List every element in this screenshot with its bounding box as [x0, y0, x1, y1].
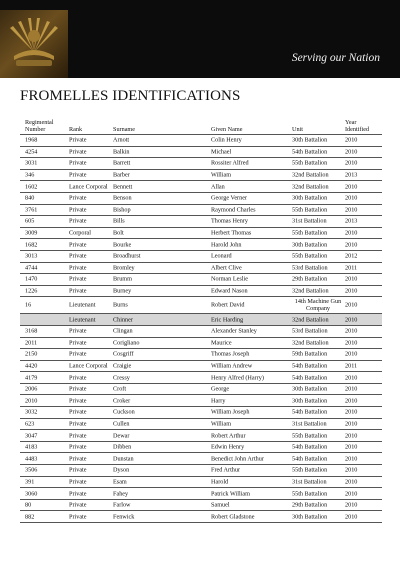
cell-number: 4420 — [25, 362, 38, 370]
header-year-identified: Year Identified — [345, 119, 370, 133]
cell-surname: Burns — [113, 301, 128, 309]
cell-year: 2013 — [345, 217, 358, 225]
cell-number: 623 — [25, 420, 35, 428]
cell-year: 2010 — [345, 385, 358, 393]
cell-given: Rossiter Alfred — [211, 159, 249, 167]
cell-surname: Benson — [113, 194, 132, 202]
cell-unit: 59th Battalion — [292, 350, 328, 358]
cell-rank: Private — [69, 374, 87, 382]
cell-given: Michael — [211, 148, 232, 156]
cell-number: 3047 — [25, 432, 38, 440]
table-row — [20, 169, 382, 181]
table-row — [20, 360, 382, 372]
table-row — [20, 487, 382, 499]
cell-surname: Chinner — [113, 316, 133, 324]
table-row — [20, 325, 382, 337]
table-row — [20, 499, 382, 511]
cell-number: 2010 — [25, 397, 38, 405]
cell-surname: Bills — [113, 217, 125, 225]
cell-rank: Private — [69, 490, 87, 498]
cell-rank: Private — [69, 339, 87, 347]
page-title: FROMELLES IDENTIFICATIONS — [20, 88, 241, 104]
cell-unit: 30th Battalion — [292, 136, 328, 144]
cell-number: 3506 — [25, 466, 38, 474]
table-row — [20, 441, 382, 453]
cell-given: Samuel — [211, 501, 230, 509]
cell-year: 2011 — [345, 362, 358, 370]
table-row — [20, 383, 382, 395]
cell-number: 1682 — [25, 241, 38, 249]
cell-surname: Broadhurst — [113, 252, 141, 260]
cell-year: 2013 — [345, 171, 358, 179]
cell-given: Leonard — [211, 252, 232, 260]
cell-number: 2011 — [25, 339, 38, 347]
identifications-table — [20, 134, 382, 523]
cell-unit: 55th Battalion — [292, 229, 328, 237]
cell-rank: Private — [69, 350, 87, 358]
cell-rank: Private — [69, 217, 87, 225]
cell-rank: Private — [69, 478, 87, 486]
cell-surname: Cuckson — [113, 408, 135, 416]
cell-surname: Esam — [113, 478, 127, 486]
header-banner — [0, 0, 400, 78]
cell-year: 2010 — [345, 397, 358, 405]
cell-surname: Barber — [113, 171, 130, 179]
cell-given: William — [211, 171, 232, 179]
header-regimental-number: Regimental Number — [25, 119, 54, 133]
cell-rank: Private — [69, 432, 87, 440]
cell-unit: 32nd Battalion — [292, 287, 329, 295]
header-rank: Rank — [69, 126, 83, 133]
cell-given: Thomas Henry — [211, 217, 248, 225]
cell-given: Thomas Joseph — [211, 350, 250, 358]
cell-given: Maurice — [211, 339, 232, 347]
cell-year: 2010 — [345, 229, 358, 237]
table-row — [20, 204, 382, 216]
table-row — [20, 429, 382, 441]
cell-number: 80 — [25, 501, 32, 509]
cell-rank: Lieutenant — [69, 301, 96, 309]
cell-number: 3168 — [25, 327, 38, 335]
cell-year: 2010 — [345, 501, 358, 509]
cell-number: 605 — [25, 217, 35, 225]
cell-unit: 32nd Battalion — [292, 339, 329, 347]
emblem — [0, 10, 68, 78]
table-row — [20, 476, 382, 488]
cell-given: Robert Gladstone — [211, 513, 255, 521]
cell-surname: Croft — [113, 385, 127, 393]
cell-year: 2010 — [345, 408, 358, 416]
cell-given: Robert Arthur — [211, 432, 246, 440]
cell-rank: Private — [69, 148, 87, 156]
cell-surname: Farlow — [113, 501, 131, 509]
cell-rank: Private — [69, 171, 87, 179]
cell-rank: Private — [69, 408, 87, 416]
table-row — [20, 452, 382, 464]
table-row — [20, 180, 382, 192]
cell-surname: Bromley — [113, 264, 135, 272]
cell-rank: Private — [69, 159, 87, 167]
cell-unit: 32nd Battalion — [292, 183, 329, 191]
cell-year: 2010 — [345, 466, 358, 474]
cell-year: 2010 — [345, 241, 358, 249]
cell-year: 2010 — [345, 490, 358, 498]
rising-sun-badge-icon — [4, 14, 64, 74]
cell-number: 1602 — [25, 183, 38, 191]
cell-unit: 30th Battalion — [292, 513, 328, 521]
cell-rank: Corporal — [69, 229, 91, 237]
table-bottom-rule — [20, 522, 382, 523]
cell-surname: Bourke — [113, 241, 132, 249]
cell-number: 391 — [25, 478, 35, 486]
table-row — [20, 238, 382, 250]
cell-surname: Dyson — [113, 466, 130, 474]
cell-number: 2006 — [25, 385, 38, 393]
cell-surname: Brumm — [113, 275, 132, 283]
cell-number: 346 — [25, 171, 35, 179]
cell-surname: Craigie — [113, 362, 132, 370]
cell-unit: 29th Battalion — [292, 501, 328, 509]
cell-surname: Bolt — [113, 229, 124, 237]
cell-rank: Private — [69, 241, 87, 249]
cell-number: 1470 — [25, 275, 38, 283]
cell-given: Fred Arthur — [211, 466, 241, 474]
header-surname: Surname — [113, 126, 135, 133]
cell-number: 4254 — [25, 148, 38, 156]
cell-given: Harry — [211, 397, 226, 405]
cell-rank: Private — [69, 443, 87, 451]
cell-number: 4183 — [25, 443, 38, 451]
cell-number: 1968 — [25, 136, 38, 144]
cell-surname: Dibben — [113, 443, 132, 451]
cell-year: 2010 — [345, 455, 358, 463]
cell-rank: Private — [69, 194, 87, 202]
cell-number: 4179 — [25, 374, 38, 382]
cell-rank: Private — [69, 455, 87, 463]
table-row — [20, 406, 382, 418]
cell-number: 840 — [25, 194, 35, 202]
cell-unit: 14th Machine Gun Company — [294, 298, 342, 313]
cell-number: 4744 — [25, 264, 38, 272]
cell-rank: Lance Corporal — [69, 183, 108, 191]
cell-unit: 54th Battalion — [292, 148, 328, 156]
cell-surname: Cosgriff — [113, 350, 134, 358]
cell-given: Colin Henry — [211, 136, 242, 144]
cell-unit: 54th Battalion — [292, 455, 328, 463]
table-row — [20, 192, 382, 204]
table-row — [20, 337, 382, 349]
cell-year: 2010 — [345, 327, 358, 335]
cell-year: 2010 — [345, 183, 358, 191]
cell-given: William Joseph — [211, 408, 250, 416]
tagline: Serving our Nation — [291, 52, 380, 64]
cell-rank: Private — [69, 466, 87, 474]
table-row — [20, 510, 382, 522]
table-row — [20, 464, 382, 476]
table-row — [20, 215, 382, 227]
cell-number: 2150 — [25, 350, 38, 358]
cell-surname: Bishop — [113, 206, 131, 214]
cell-given: Harold — [211, 478, 229, 486]
cell-surname: Cullen — [113, 420, 130, 428]
cell-unit: 32nd Battalion — [292, 316, 329, 324]
cell-number: 3009 — [25, 229, 38, 237]
cell-unit: 54th Battalion — [292, 408, 328, 416]
cell-rank: Private — [69, 287, 87, 295]
cell-unit: 30th Battalion — [292, 385, 328, 393]
cell-unit: 55th Battalion — [292, 252, 328, 260]
cell-given: Robert David — [211, 301, 245, 309]
cell-rank: Private — [69, 327, 87, 335]
cell-given: Albert Clive — [211, 264, 242, 272]
table-row — [20, 371, 382, 383]
cell-number: 3031 — [25, 159, 38, 167]
cell-given: Allan — [211, 183, 225, 191]
cell-year: 2010 — [345, 420, 358, 428]
cell-number: 882 — [25, 513, 35, 521]
cell-given: George — [211, 385, 230, 393]
cell-given: William Andrew — [211, 362, 253, 370]
cell-unit: 54th Battalion — [292, 374, 328, 382]
cell-given: Norman Leslie — [211, 275, 248, 283]
cell-year: 2010 — [345, 478, 358, 486]
cell-unit: 30th Battalion — [292, 241, 328, 249]
cell-year: 2010 — [345, 350, 358, 358]
cell-rank: Lieutenant — [69, 316, 96, 324]
cell-number: 3761 — [25, 206, 38, 214]
cell-given: Raymond Charles — [211, 206, 256, 214]
header-given-name: Given Name — [211, 126, 243, 133]
cell-number: 3032 — [25, 408, 38, 416]
cell-unit: 29th Battalion — [292, 275, 328, 283]
cell-unit: 31st Battalion — [292, 420, 327, 428]
cell-rank: Private — [69, 264, 87, 272]
cell-number: 3013 — [25, 252, 38, 260]
cell-number: 4483 — [25, 455, 38, 463]
table-row — [20, 146, 382, 158]
cell-year: 2010 — [345, 194, 358, 202]
cell-number: 1226 — [25, 287, 38, 295]
cell-surname: Clingan — [113, 327, 133, 335]
cell-year: 2010 — [345, 275, 358, 283]
cell-year: 2010 — [345, 432, 358, 440]
table-row — [20, 157, 382, 169]
cell-rank: Private — [69, 252, 87, 260]
cell-surname: Croker — [113, 397, 131, 405]
cell-given: Harold John — [211, 241, 242, 249]
cell-year: 2010 — [345, 301, 358, 309]
cell-rank: Private — [69, 275, 87, 283]
cell-surname: Arnott — [113, 136, 130, 144]
cell-year: 2011 — [345, 264, 358, 272]
cell-unit: 30th Battalion — [292, 397, 328, 405]
cell-surname: Corigliano — [113, 339, 140, 347]
cell-surname: Fenwick — [113, 513, 135, 521]
cell-surname: Dunstan — [113, 455, 134, 463]
cell-rank: Private — [69, 385, 87, 393]
cell-year: 2010 — [345, 136, 358, 144]
table-row — [20, 134, 382, 146]
table-row — [20, 250, 382, 262]
cell-year: 2010 — [345, 159, 358, 167]
cell-year: 2010 — [345, 287, 358, 295]
cell-rank: Lance Corporal — [69, 362, 108, 370]
cell-surname: Cressy — [113, 374, 130, 382]
cell-unit: 55th Battalion — [292, 490, 328, 498]
cell-year: 2012 — [345, 252, 358, 260]
table-row — [20, 227, 382, 239]
cell-unit: 55th Battalion — [292, 466, 328, 474]
table-row — [20, 313, 382, 325]
cell-surname: Bennett — [113, 183, 133, 191]
cell-surname: Dewar — [113, 432, 130, 440]
cell-rank: Private — [69, 501, 87, 509]
cell-year: 2010 — [345, 513, 358, 521]
table-row — [20, 418, 382, 430]
table-row — [20, 285, 382, 297]
cell-unit: 54th Battalion — [292, 443, 328, 451]
cell-year: 2010 — [345, 374, 358, 382]
cell-year: 2010 — [345, 148, 358, 156]
cell-given: Benedict John Arthur — [211, 455, 264, 463]
cell-unit: 54th Battalion — [292, 362, 328, 370]
cell-given: Henry Alfred (Harry) — [211, 374, 264, 382]
cell-rank: Private — [69, 136, 87, 144]
cell-unit: 53rd Battalion — [292, 264, 328, 272]
table-row — [20, 348, 382, 360]
cell-unit: 31st Battalion — [292, 478, 327, 486]
cell-surname: Fahey — [113, 490, 129, 498]
cell-surname: Burney — [113, 287, 132, 295]
cell-unit: 55th Battalion — [292, 159, 328, 167]
cell-unit: 55th Battalion — [292, 206, 328, 214]
cell-given: Edward Nason — [211, 287, 248, 295]
table-header — [20, 114, 382, 133]
cell-unit: 55th Battalion — [292, 432, 328, 440]
table-row — [20, 394, 382, 406]
cell-number: 3060 — [25, 490, 38, 498]
cell-number: 16 — [25, 301, 32, 309]
cell-given: William — [211, 420, 232, 428]
cell-year: 2010 — [345, 316, 358, 324]
cell-unit: 32nd Battalion — [292, 171, 329, 179]
cell-unit: 30th Battalion — [292, 194, 328, 202]
cell-given: Alexander Stanley — [211, 327, 257, 335]
cell-given: Patrick William — [211, 490, 250, 498]
cell-rank: Private — [69, 513, 87, 521]
table-row — [20, 262, 382, 274]
cell-year: 2010 — [345, 206, 358, 214]
table-row — [20, 273, 382, 285]
cell-given: Edwin Henry — [211, 443, 245, 451]
cell-surname: Barrett — [113, 159, 131, 167]
cell-unit: 31st Battalion — [292, 217, 327, 225]
table-row — [20, 296, 382, 313]
cell-given: George Verner — [211, 194, 248, 202]
cell-year: 2010 — [345, 443, 358, 451]
cell-given: Eric Harding — [211, 316, 244, 324]
cell-unit: 53rd Battalion — [292, 327, 328, 335]
cell-rank: Private — [69, 206, 87, 214]
cell-given: Herbert Thomas — [211, 229, 252, 237]
cell-surname: Balkin — [113, 148, 130, 156]
cell-rank: Private — [69, 397, 87, 405]
cell-year: 2010 — [345, 339, 358, 347]
header-unit: Unit — [292, 126, 304, 133]
cell-rank: Private — [69, 420, 87, 428]
